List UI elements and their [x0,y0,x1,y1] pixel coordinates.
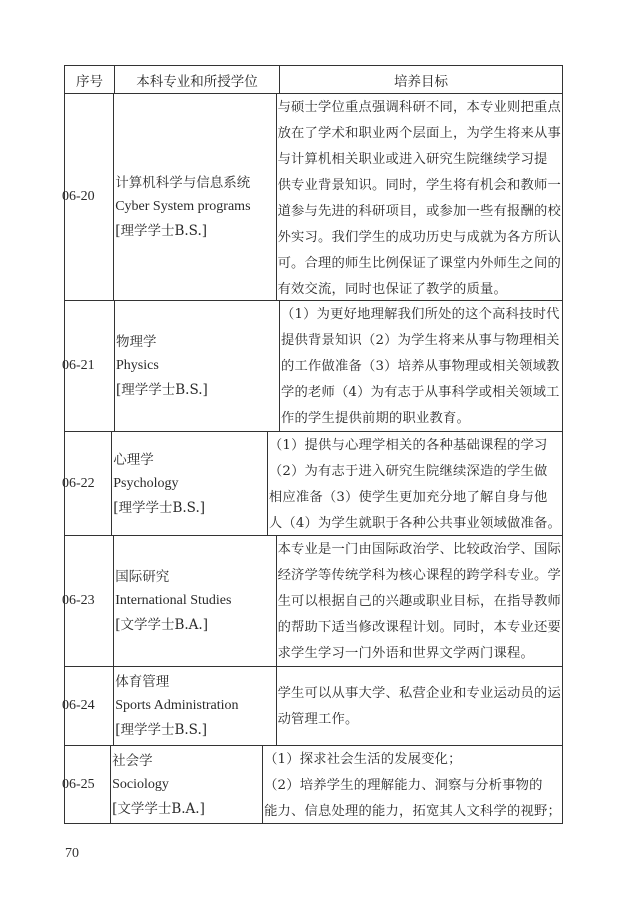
row-id: 06-22 [62,475,95,491]
major-name-en: Physics [116,358,159,373]
degree: [理学学士B.S.] [116,382,208,398]
goal-text: （1）提供与心理学相关的各种基础课程的学习 （2）为有志于进入研究生院继续深造的学生做 相应准备（3）使学生更加充分地了解自身与他 人（4）为学生就职于各种公共事业领域做准备。 [268,438,561,531]
goal-text: （1）为更好地理解我们所处的这个高科技时代 提供背景知识（2）为学生将来从事与物理相关 的工作做准备（3）培养从事物理或相关领域教 学的老师（4）为有志于从事科学或相关领域工 作的学生提供前期的职业教育。 [281,307,560,426]
major-name-cn: 计算机科学与信息系统 [115,175,251,191]
degree: [理学学士B.S.] [115,722,208,738]
row-id: 06-24 [62,698,95,713]
major-name-cn: 国际研究 [115,569,170,585]
row-id: 06-23 [62,593,95,608]
major-name-en: Cyber System programs [115,199,251,214]
table-row [62,745,562,823]
degree: [理学学士B.S.] [113,499,206,516]
table-row [62,666,562,745]
goal-text: 与硕士学位重点强调科研不同，本专业则把重点 放在了学术和职业两个层面上，为学生将来从事 与计算机相关职业或进入研究生院继续学习提 供专业背景知识。同时，学生将有机会和教师一 道参与先进的科研项目，或参加一些有报酬的校 外实习。我们学生的成功历史与成就为各方所认 可。合理的师生比例保证了课堂内外师生之间的 有效交流，同时也保证了教学的质量。 [277,100,561,297]
major-name-en: Sociology [112,776,169,792]
major-name-cn: 体育管理 [115,674,170,690]
degree: [理学学士B.S.] [115,223,208,239]
degree: [文学学士B.A.] [115,617,208,633]
table-header-row [65,66,562,93]
row-id: 06-20 [62,189,95,204]
header-goal: 培养目标 [394,74,448,90]
major-name-en: International Studies [115,593,232,608]
table-row [62,93,562,300]
major-name-cn: 心理学 [113,451,154,468]
goal-text: 学生可以从事大学、私营企业和专业运动员的运 动管理工作。 [277,685,561,727]
major-name-cn: 物理学 [116,334,157,350]
header-seq: 序号 [65,66,115,93]
header-major: 本科专业和所授学位 [115,66,280,93]
row-id: 06-21 [62,358,95,373]
degree: [文学学士B.A.] [112,800,205,817]
major-name-cn: 社会学 [112,752,153,769]
row-id: 06-25 [62,776,95,792]
goal-text: （1）探求社会生活的发展变化； （2）培养学生的理解能力、洞察与分析事物的 能力、信息处理的能力，拓宽其人文科学的视野； [264,752,561,819]
table-row [62,300,562,431]
major-name-en: Sports Administration [115,698,239,713]
major-name-en: Psychology [113,475,179,491]
goal-text: 本专业是一门由国际政治学、比较政治学、国际 经济学等传统学科为核心课程的跨学科专业。学 生可以根据自己的兴趣或职业目标，在指导教师 的帮助下适当修改课程计划。同时，本专业还要 求学生学习一门外语和世界文学两门课程。 [277,542,561,661]
table-row [62,431,562,535]
majors-table [64,65,563,824]
page-number: 70 [65,846,79,861]
table-row [62,535,562,666]
